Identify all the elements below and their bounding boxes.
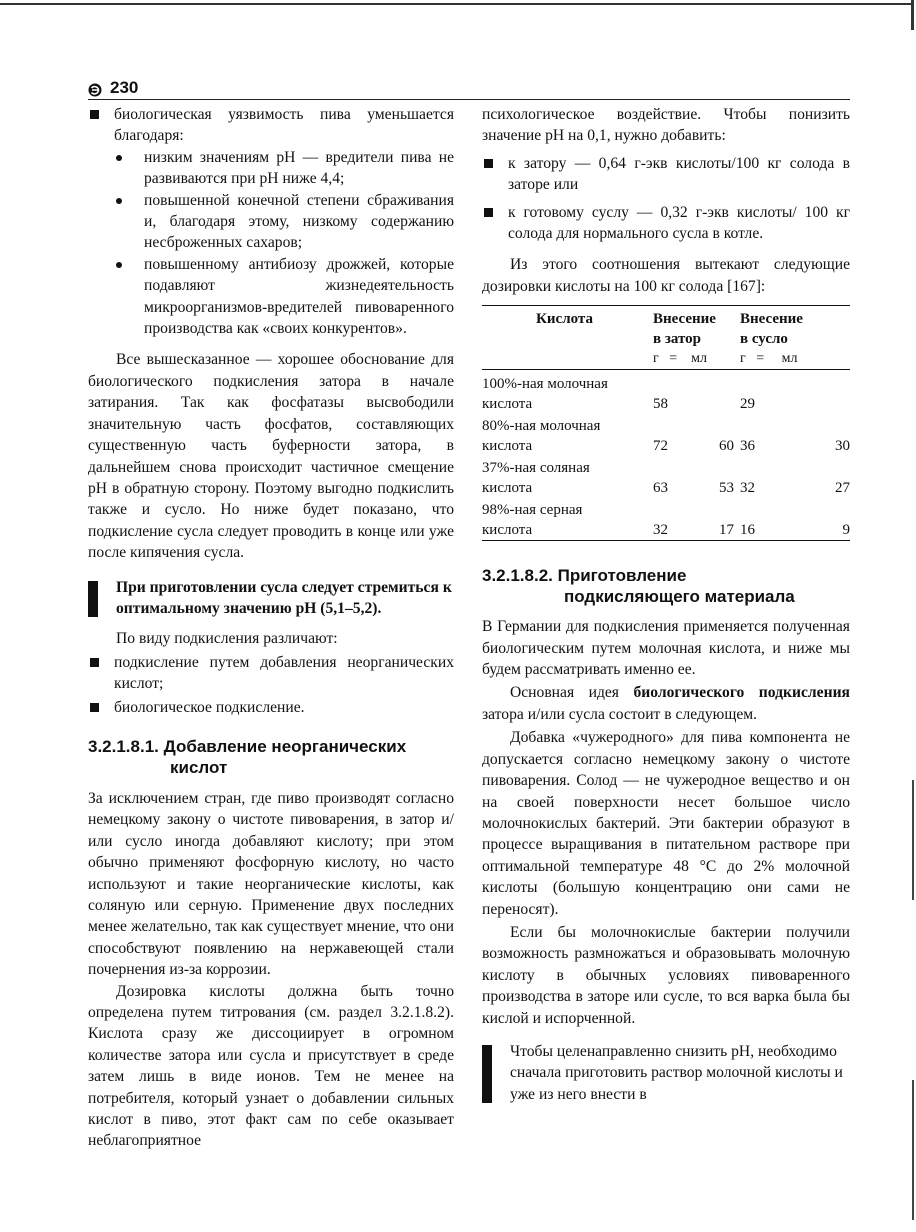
section-number: 3.2.1.8.1. bbox=[88, 736, 159, 756]
col-header-mash bbox=[647, 306, 734, 350]
unit-label: = bbox=[756, 351, 765, 367]
note-bar bbox=[482, 1045, 492, 1103]
unit-label: мл bbox=[691, 351, 708, 367]
cell-acid bbox=[482, 498, 647, 541]
cell-mash-g: 32 bbox=[653, 522, 668, 539]
cell-wort-ml: 30 bbox=[835, 438, 850, 455]
col-header-acid: Кислота bbox=[536, 311, 593, 328]
cell-wort-g: 36 bbox=[740, 438, 755, 455]
section-heading bbox=[88, 736, 454, 778]
table-row bbox=[482, 370, 850, 415]
acid-name-line: кислота bbox=[482, 522, 533, 539]
table-row bbox=[482, 498, 850, 541]
bullet-item: биологическая уязвимость пива уменьшается благодаря: bbox=[88, 104, 454, 147]
body-paragraph: Из этого соотношения вытекают следующие дозировки кислоты на 100 кг солода [167]: bbox=[482, 256, 850, 295]
body-paragraph bbox=[482, 682, 850, 725]
col-header-wort bbox=[734, 306, 850, 350]
section-marker-icon bbox=[88, 83, 102, 97]
body-paragraph: По виду подкисления различают: bbox=[116, 630, 338, 648]
cell-acid bbox=[482, 370, 647, 415]
col-header-mash-line2: в затор bbox=[653, 331, 702, 348]
cell-acid bbox=[482, 414, 647, 456]
unit-label: мл bbox=[781, 351, 798, 367]
cell-mash-g: 72 bbox=[653, 438, 668, 455]
acid-name-line: кислота bbox=[482, 438, 533, 455]
scan-edge-right bbox=[912, 1080, 914, 1220]
units-wort bbox=[734, 349, 850, 370]
section-title: Добавление неорганических bbox=[163, 736, 407, 756]
col-header-wort-line2: в сусло bbox=[740, 331, 788, 348]
body-paragraph: Все вышесказанное — хорошее обоснование для биологического подкисления затора в начале затирания. Так как фосфатазы высвободили значительную часть фосфатов, составляющих существенную часть буферности затора, в дальнейшем снова происходит частичное смещение pH в обратную сторону. Поэтому выгодно подкислить также и сусло. Но ниже будет показано, что подкисление сусла следует проводить в конце или уже после кипячения сусла. bbox=[88, 351, 454, 562]
page-number: 230 bbox=[110, 78, 139, 97]
bullet-item: к затору — 0,64 г-экв кислоты/100 кг солода в заторе или bbox=[482, 153, 850, 196]
scan-edge-right bbox=[912, 780, 914, 900]
scan-edge-right bbox=[911, 0, 914, 30]
cell-mash-ml: 60 bbox=[719, 438, 734, 455]
unit-label: г bbox=[653, 351, 659, 367]
bullet-item: подкисление путем добавления неорганических кислот; bbox=[88, 652, 454, 695]
unit-label: г bbox=[740, 351, 746, 367]
cell-wort-ml: 9 bbox=[842, 522, 850, 539]
table-units-row bbox=[482, 349, 850, 370]
cell-mash-g: 63 bbox=[653, 480, 668, 497]
table-header-row bbox=[482, 306, 850, 350]
body-paragraph: Добавка «чужеродного» для пива компонента не допускается согласно немецкому закону о чистоте пивоварения. Солод — не чужеродное вещество и он на своей поверхности несет большое число молочнокислых бактерий. Эти бактерии образуют в процессе выращивания в питательном растворе при оптимальной температуре 48 °C до 2% молочной кислоты (большую концентрацию они сами не переносят). bbox=[482, 729, 850, 918]
cell-mash-g: 58 bbox=[653, 396, 668, 413]
body-paragraph: В Германии для подкисления применяется полученная биологическим путем молочная кислота, и ниже мы будем рассматривать именно ее. bbox=[482, 618, 850, 679]
body-paragraph: психологическое воздействие. Чтобы понизить значение pH на 0,1, нужно добавить: bbox=[482, 106, 850, 145]
cell-wort-g: 32 bbox=[740, 480, 755, 497]
note-bar bbox=[88, 581, 98, 618]
sub-bullet-item: повышенному антибиозу дрожжей, которые подавляют жизнедеятельность микроорганизмов-вредителей пивоваренного производства как «своих конкурентов». bbox=[88, 254, 454, 340]
body-paragraph: Если бы молочнокислые бактерии получили возможность размножаться и образовывать молочную кислоту в обычных условиях пивоваренного производства в заторе или сусле, то вся варка была бы кислой и испорченной. bbox=[482, 923, 850, 1027]
text-run-bold: биологического подкисления bbox=[633, 684, 850, 702]
cell-wort-ml: 27 bbox=[835, 480, 850, 497]
key-note bbox=[88, 577, 454, 620]
text-run: Основная идея bbox=[510, 684, 634, 702]
cell-wort-g: 29 bbox=[740, 396, 755, 413]
bullet-item: к готовому суслу — 0,32 г-экв кислоты/ 100 кг солода для нормального сусла в котле. bbox=[482, 202, 850, 245]
section-heading bbox=[482, 565, 850, 607]
bullet-item: биологическое подкисление. bbox=[88, 697, 454, 718]
body-paragraph: Дозировка кислоты должна быть точно определена путем титрования (см. раздел 3.2.1.8.2). Кислота сразу же диссоциирует в огромном количестве затора или сусла и присутствует в среде затем лишь в виде ионов. Тем не менее на потребителя, который узнает о добавлении сильных кислот в пиво, этот факт сам по себе оказывает неблагоприятное bbox=[88, 982, 454, 1150]
acid-name-line: 37%-ная соляная bbox=[482, 460, 590, 477]
acid-name-line: 100%-ная молочная bbox=[482, 376, 608, 393]
units-mash bbox=[647, 349, 734, 370]
scan-edge-top bbox=[0, 3, 914, 5]
header-rule bbox=[88, 99, 850, 100]
acid-name-line: кислота bbox=[482, 396, 533, 413]
section-heading-line bbox=[482, 565, 850, 586]
sub-bullet-item: повышенной конечной степени сбраживания и, благодаря этому, низкому содержанию несброженных сахаров; bbox=[88, 190, 454, 254]
right-column bbox=[482, 104, 850, 1105]
acid-dosage-table bbox=[482, 305, 850, 541]
col-header-mash-line1: Внесение bbox=[653, 311, 716, 328]
cell-mash-ml bbox=[689, 370, 734, 415]
table-row bbox=[482, 414, 850, 456]
left-column bbox=[88, 104, 454, 1152]
section-title: Приготовление bbox=[557, 566, 687, 586]
cell-acid bbox=[482, 456, 647, 498]
note-text: При приготовлении сусла следует стремиться к оптимальному значению pH (5,1–5,2). bbox=[116, 578, 452, 617]
text-run: затора и/или сусла состоит в следующем. bbox=[482, 705, 758, 723]
table-row bbox=[482, 456, 850, 498]
cell-wort-g: 16 bbox=[740, 522, 755, 539]
section-number: 3.2.1.8.2. bbox=[482, 566, 553, 586]
page-header bbox=[88, 80, 850, 100]
col-header-wort-line1: Внесение bbox=[740, 311, 803, 328]
acid-name-line: кислота bbox=[482, 480, 533, 497]
acid-name-line: 98%-ная серная bbox=[482, 502, 583, 519]
section-heading-line: подкисляющего материала bbox=[564, 587, 795, 607]
cell-mash-ml: 17 bbox=[719, 522, 734, 539]
acid-name-line: 80%-ная молочная bbox=[482, 418, 601, 435]
key-note bbox=[482, 1041, 850, 1105]
sub-bullet-item: низким значениям pH — вредители пива не развиваются при pH ниже 4,4; bbox=[88, 147, 454, 190]
cell-wort-ml bbox=[786, 370, 850, 415]
note-text: Чтобы целенаправленно снизить pH, необходимо сначала приготовить раствор молочной кислоты и уже из него внести в bbox=[510, 1042, 843, 1103]
section-heading-line: кислот bbox=[170, 757, 228, 777]
body-paragraph: За исключением стран, где пиво производят согласно немецкому закону о чистоте пивоварения, в затор и/или сусло иногда добавляют кислоту; при этом обычно применяют фосфорную кислоту, но часто используют и такие неорганические кислоты, как соляную или серную. Применение двух последних менее желательно, так как существует мнение, что они способствуют появлению на нержавеющей стали почернения из-за коррозии. bbox=[88, 789, 454, 979]
unit-label: = bbox=[669, 351, 678, 367]
section-heading-line bbox=[88, 736, 454, 757]
cell-mash-ml: 53 bbox=[719, 480, 734, 497]
